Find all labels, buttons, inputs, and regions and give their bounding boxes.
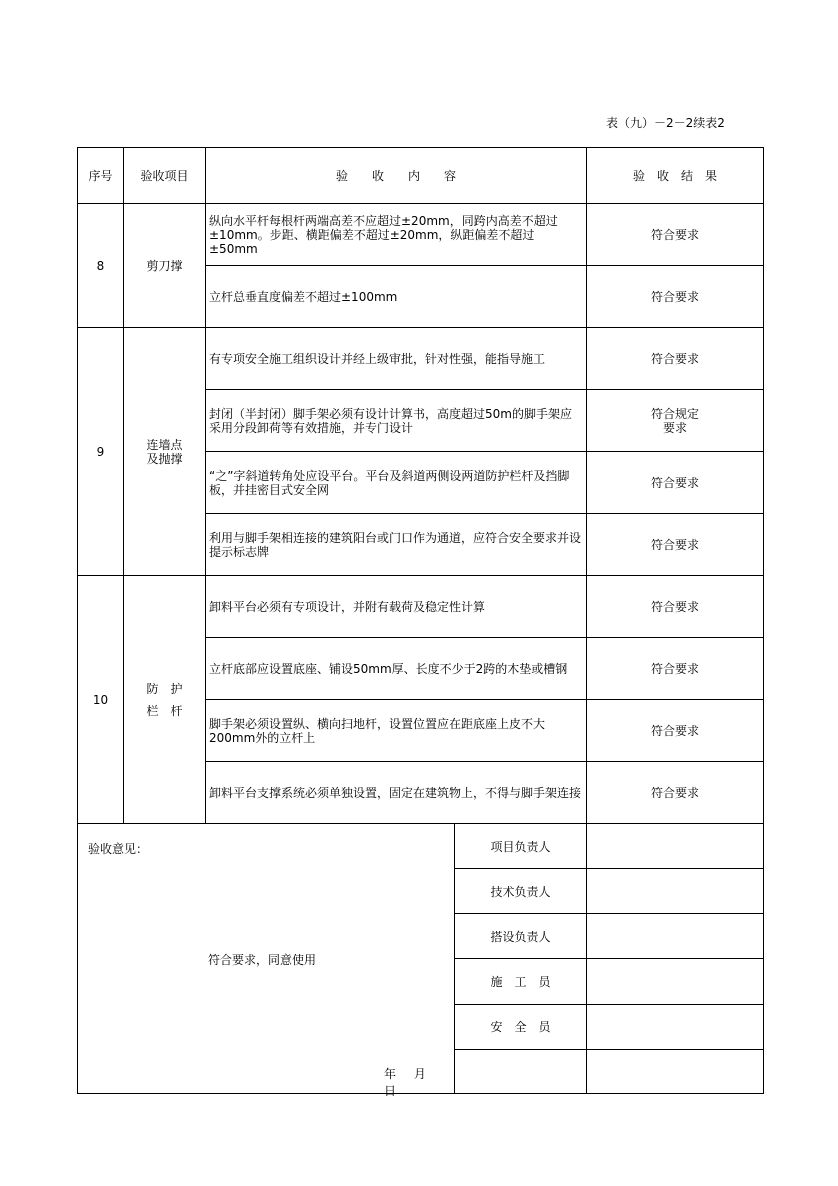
row-result bbox=[587, 204, 764, 266]
row-result-line: 符合要求 bbox=[650, 289, 699, 304]
acceptance-opinion-text: 符合要求，同意使用 bbox=[208, 953, 317, 967]
header-content: 验 收 内 容 bbox=[206, 148, 587, 204]
row-result-line: 符合要求 bbox=[650, 661, 699, 676]
signer-role: 项目负责人 bbox=[455, 824, 587, 869]
table-row bbox=[78, 328, 764, 390]
row-content: 立杆总垂直度偏差不超过±100mm bbox=[206, 266, 587, 328]
blank-role-cell bbox=[455, 1049, 587, 1093]
table-header-row bbox=[78, 148, 764, 204]
table-row bbox=[78, 204, 764, 266]
row-content: 立杆底部应设置底座、铺设50mm厚、长度不少于2跨的木垫或槽钢 bbox=[206, 638, 587, 700]
row-content: 封闭（半封闭）脚手架必须有设计计算书，高度超过50m的脚手架应采用分段卸荷等有效措施，并专门设计 bbox=[206, 390, 587, 452]
header-no: 序号 bbox=[78, 148, 124, 204]
section-no: 8 bbox=[78, 204, 124, 328]
header-item: 验收项目 bbox=[124, 148, 206, 204]
row-result-line: 符合要求 bbox=[650, 723, 699, 738]
acceptance-date: 年 月 日 bbox=[384, 1067, 426, 1098]
row-result bbox=[587, 762, 764, 824]
row-content: 脚手架必须设置纵、横向扫地杆，设置位置应在距底座上皮不大200mm外的立杆上 bbox=[206, 700, 587, 762]
row-result-line: 符合规定 bbox=[650, 406, 699, 421]
section-item bbox=[124, 204, 206, 328]
section-item-line: 剪刀撑 bbox=[146, 258, 183, 273]
inspection-table bbox=[77, 147, 764, 824]
row-result bbox=[587, 700, 764, 762]
row-result-line: 符合要求 bbox=[650, 785, 699, 800]
signer-row bbox=[78, 824, 764, 869]
section-item-line: 防 护 bbox=[146, 681, 183, 696]
table-row bbox=[78, 576, 764, 638]
row-result-line: 符合要求 bbox=[650, 351, 699, 366]
row-content: 纵向水平杆每根杆两端高差不应超过±20mm，同跨内高差不超过±10mm。步距、横距偏差不超过±20mm，纵距偏差不超过±50mm bbox=[206, 204, 587, 266]
row-result-line: 符合要求 bbox=[650, 475, 699, 490]
row-content: 利用与脚手架相连接的建筑阳台或门口作为通道，应符合安全要求并设提示标志牌 bbox=[206, 514, 587, 576]
section-item bbox=[124, 328, 206, 576]
row-result-line: 符合要求 bbox=[650, 227, 699, 242]
row-result bbox=[587, 390, 764, 452]
signature-field[interactable] bbox=[587, 959, 764, 1004]
row-result bbox=[587, 576, 764, 638]
section-item-line: 连墙点 bbox=[146, 437, 183, 452]
row-result bbox=[587, 452, 764, 514]
signature-field[interactable] bbox=[587, 1049, 764, 1093]
signer-role: 施 工 员 bbox=[455, 959, 587, 1004]
signer-role: 安 全 员 bbox=[455, 1004, 587, 1049]
signature-field[interactable] bbox=[587, 914, 764, 959]
row-result bbox=[587, 514, 764, 576]
row-content: “之”字斜道转角处应设平台。平台及斜道两侧设两道防护栏杆及挡脚板，并挂密目式安全网 bbox=[206, 452, 587, 514]
row-result bbox=[587, 266, 764, 328]
acceptance-opinion-label: 验收意见： bbox=[88, 842, 149, 856]
signature-field[interactable] bbox=[587, 869, 764, 914]
row-content: 有专项安全施工组织设计并经上级审批，针对性强，能指导施工 bbox=[206, 328, 587, 390]
row-content: 卸料平台必须有专项设计，并附有载荷及稳定性计算 bbox=[206, 576, 587, 638]
signature-field[interactable] bbox=[587, 1004, 764, 1049]
row-result bbox=[587, 638, 764, 700]
header-result: 验 收 结 果 bbox=[587, 148, 764, 204]
acceptance-opinion-cell bbox=[78, 824, 455, 1098]
signer-role: 技术负责人 bbox=[455, 869, 587, 914]
signer-role: 搭设负责人 bbox=[455, 914, 587, 959]
section-no: 9 bbox=[78, 328, 124, 576]
section-item-line: 栏 杆 bbox=[146, 703, 183, 718]
acceptance-table bbox=[77, 823, 764, 1098]
row-result-line: 符合要求 bbox=[650, 599, 699, 614]
signature-field[interactable] bbox=[587, 824, 764, 869]
row-content: 卸料平台支撑系统必须单独设置，固定在建筑物上，不得与脚手架连接 bbox=[206, 762, 587, 824]
row-result bbox=[587, 328, 764, 390]
section-item bbox=[124, 576, 206, 824]
form-number: 表（九）－2－2续表2 bbox=[606, 116, 725, 130]
section-no: 10 bbox=[78, 576, 124, 824]
section-item-line: 及抛撑 bbox=[146, 451, 183, 466]
row-result-line: 符合要求 bbox=[650, 537, 699, 552]
row-result-line: 要求 bbox=[662, 420, 687, 435]
